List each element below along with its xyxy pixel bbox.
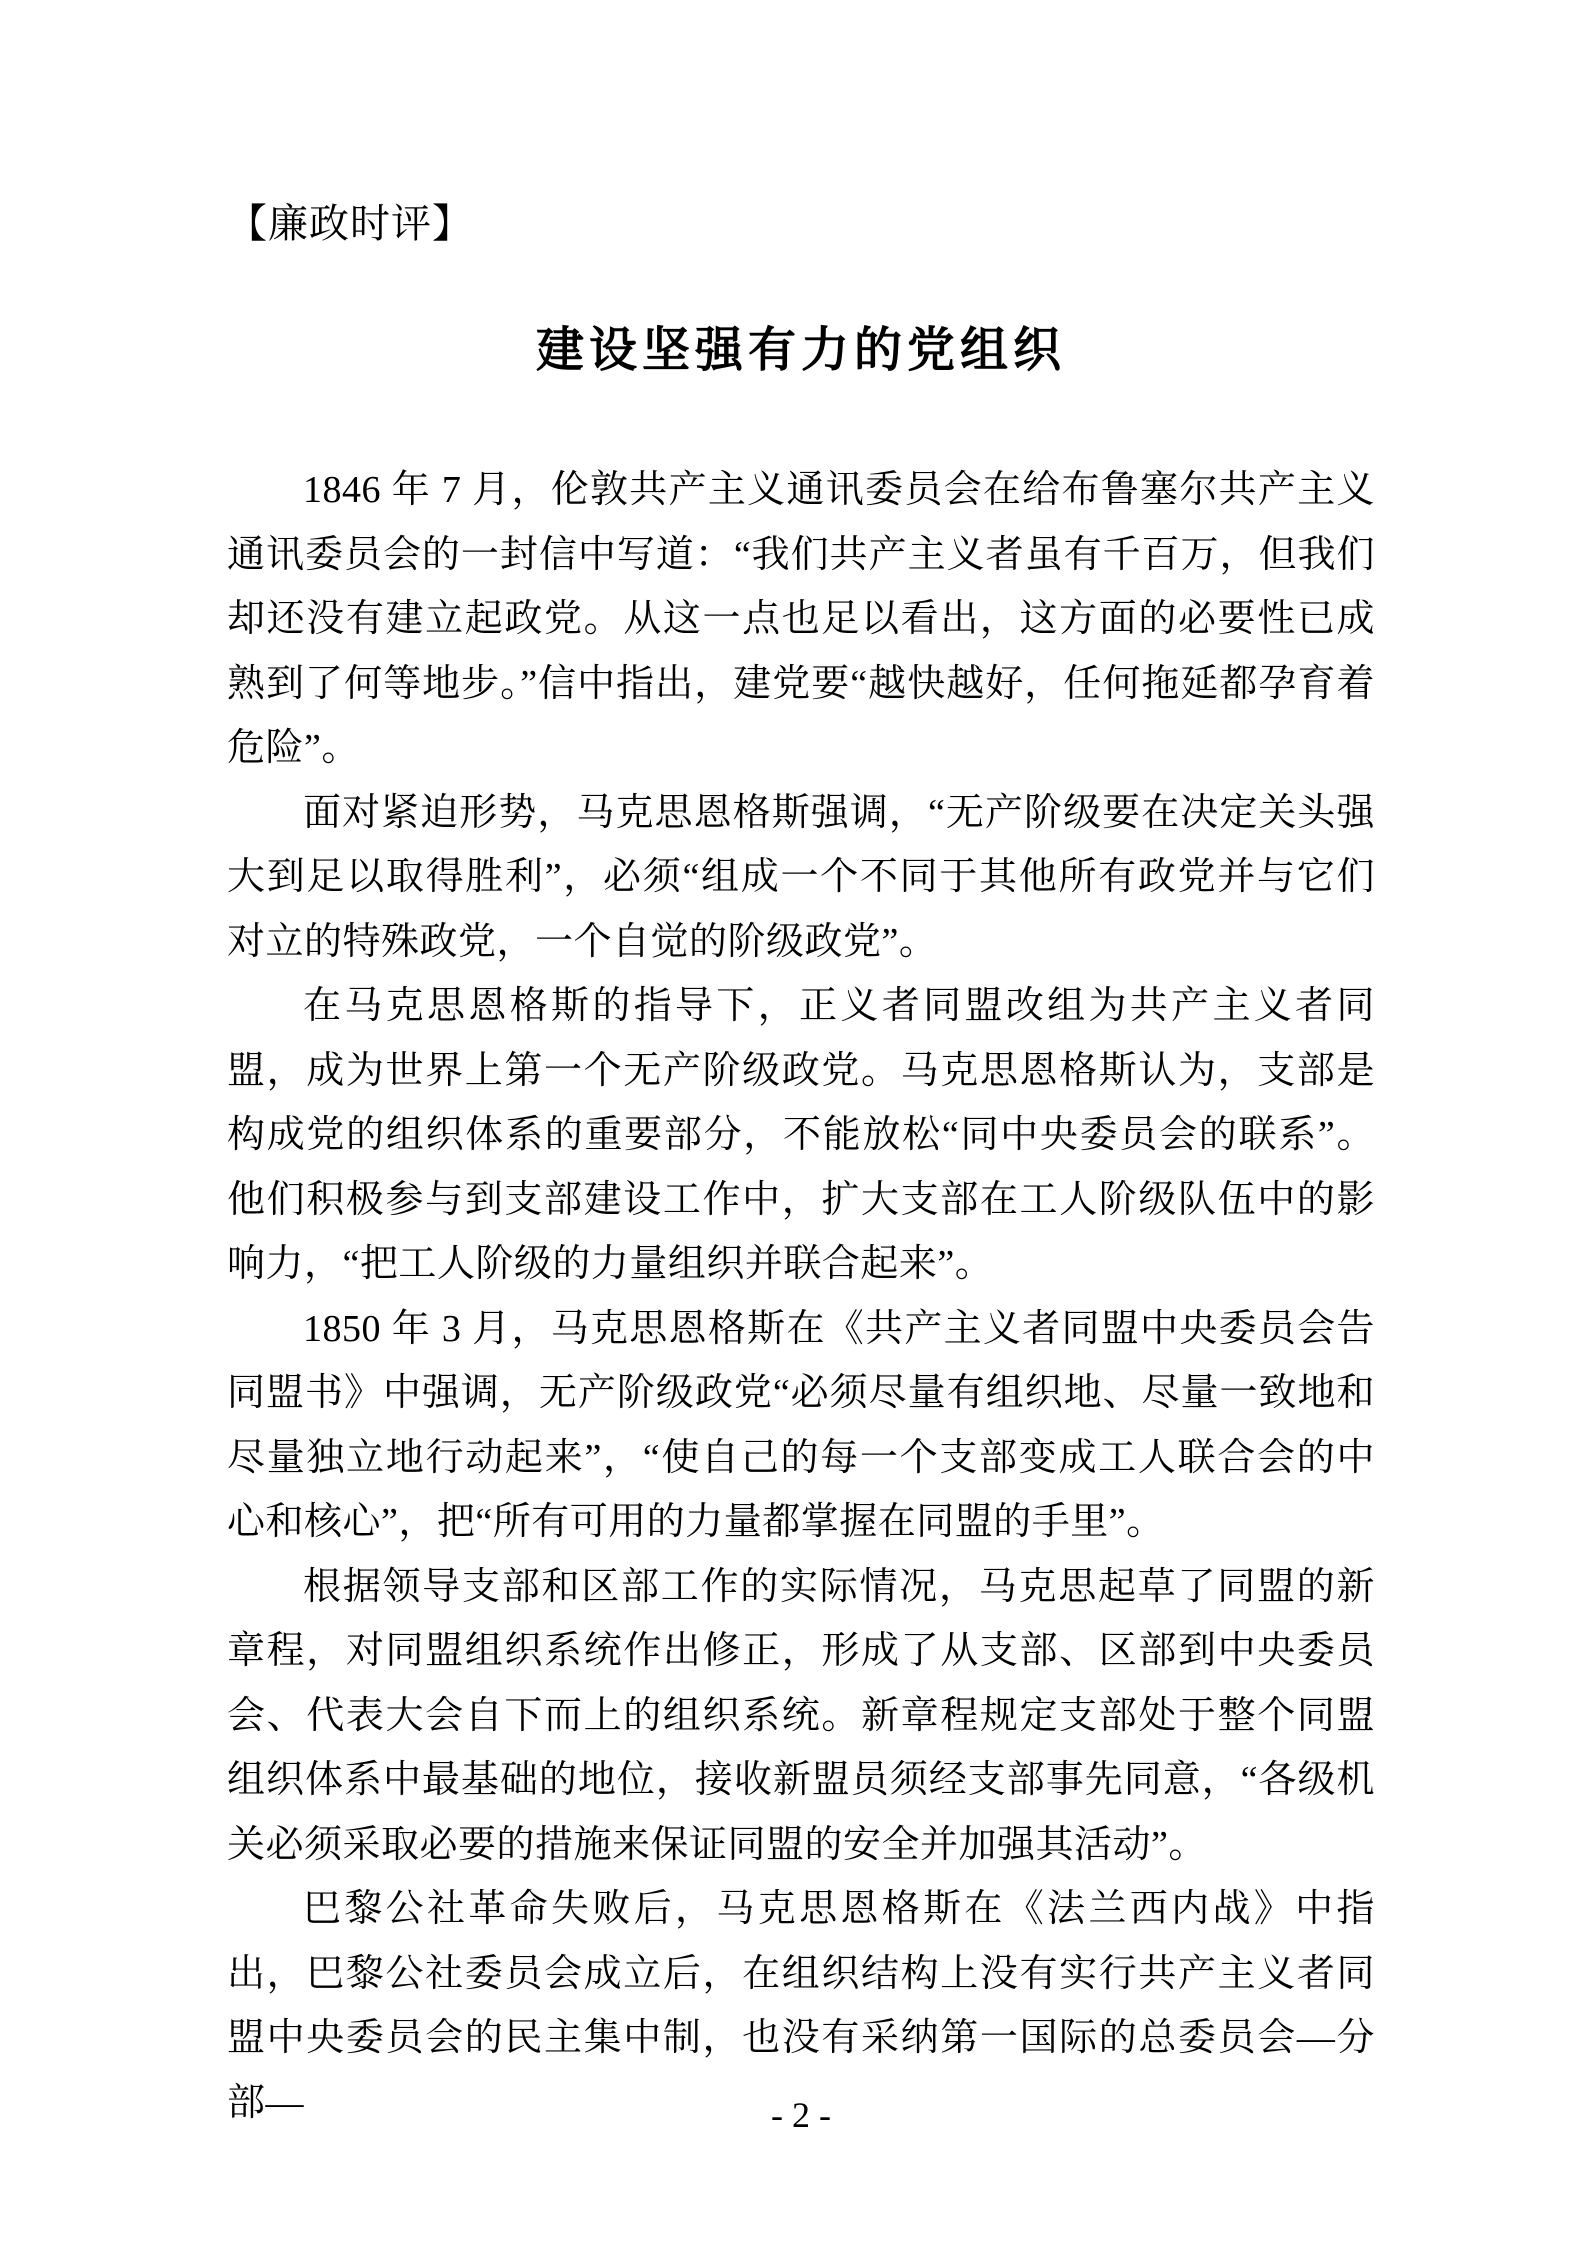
paragraph: 巴黎公社革命失败后，马克思恩格斯在《法兰西内战》中指出，巴黎公社委员会成立后，在组织结构上没有实行共产主义者同盟中央委员会的民主集中制，也没有采纳第一国际的总委员会—分部— bbox=[227, 1888, 1375, 2124]
paragraph: 根据领导支部和区部工作的实际情况，马克思起草了同盟的新章程，对同盟组织系统作出修正，形成了从支部、区部到中央委员会、代表大会自下而上的组织系统。新章程规定支部处于整个同盟组织体系中最基础的地位，接收新盟员须经支部事先同意，“各级机关必须采取必要的措施来保证同盟的安全并加强其活动”。 bbox=[227, 1565, 1375, 1866]
paragraph: 1850 年 3 月，马克思恩格斯在《共产主义者同盟中央委员会告同盟书》中强调，无产阶级政党“必须尽量有组织地、尽量一致地和尽量独立地行动起来”，“使自己的每一个支部变成工人联合会的中心和核心”，把“所有可用的力量都掌握在同盟的手里”。 bbox=[227, 1307, 1375, 1543]
column-header-label: 【廉政时评】 bbox=[227, 201, 473, 246]
page-title: 建设坚强有力的党组织 bbox=[535, 324, 1066, 377]
paragraph: 1846 年 7 月，伦敦共产主义通讯委员会在给布鲁塞尔共产主义通讯委员会的一封信中写道：“我们共产主义者虽有千百万，但我们却还没有建立起政党。从这一点也足以看出，这方面的必要性已成熟到了何等地步。”信中指出，建党要“越快越好，任何拖延都孕育着危险”。 bbox=[227, 469, 1375, 769]
paragraph: 面对紧迫形势，马克思恩格斯强调，“无产阶级要在决定关头强大到足以取得胜利”，必须“组成一个不同于其他所有政党并与它们对立的特殊政党，一个自觉的阶级政党”。 bbox=[227, 791, 1375, 963]
paragraph: 在马克思恩格斯的指导下，正义者同盟改组为共产主义者同盟，成为世界上第一个无产阶级政党。马克思恩格斯认为，支部是构成党的组织体系的重要部分，不能放松“同中央委员会的联系”。他们积极参与到支部建设工作中，扩大支部在工人阶级队伍中的影响力，“把工人阶级的力量组织并联合起来”。 bbox=[227, 985, 1375, 1285]
page-number: - 2 - bbox=[771, 2095, 831, 2135]
document-body bbox=[227, 458, 1375, 2135]
